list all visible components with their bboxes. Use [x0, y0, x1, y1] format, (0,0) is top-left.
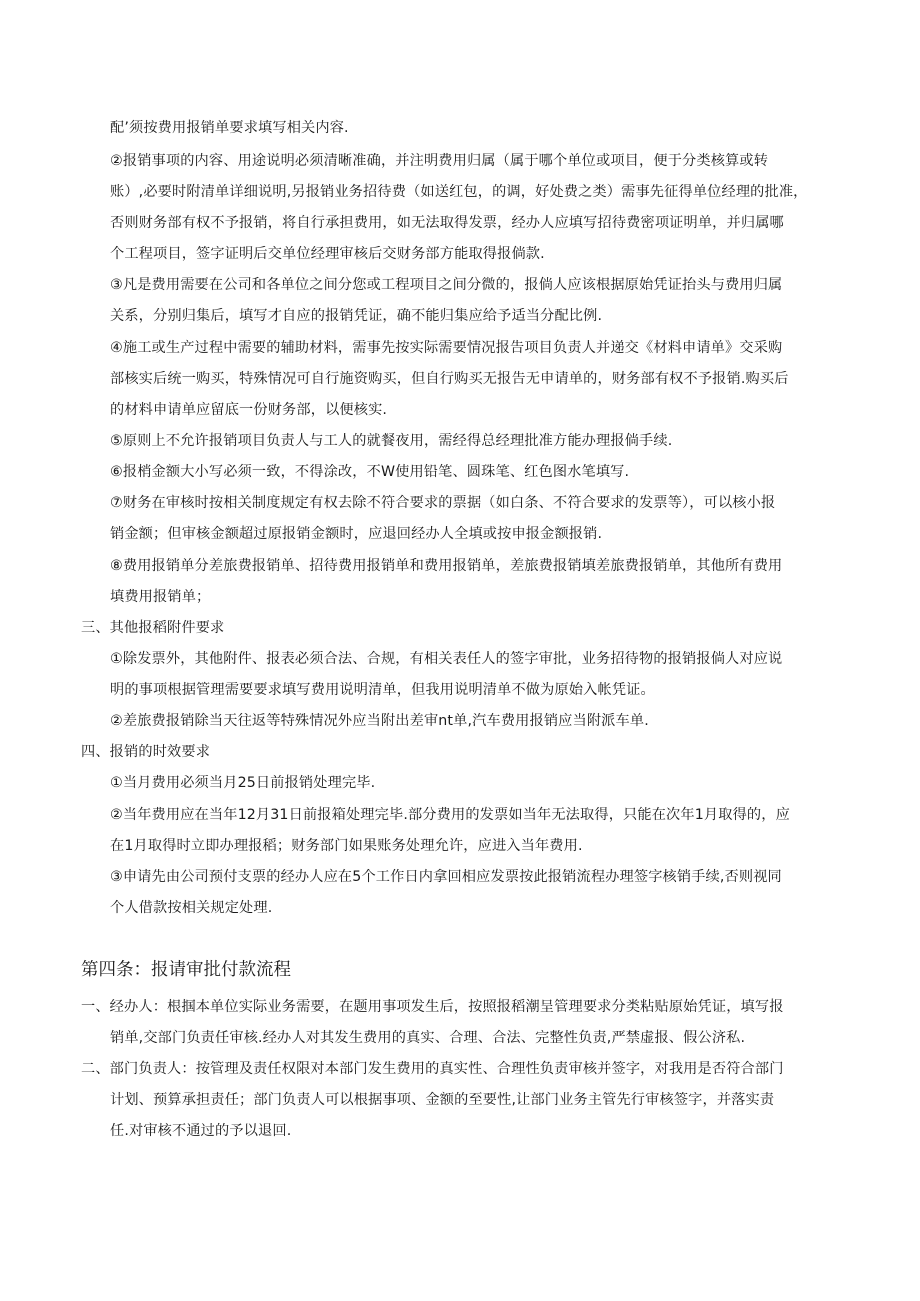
section-3-item-2-line-1: ②差旅费报销除当天往返等特殊情况外应当附出差审nt单,汽车费用报销应当附派车单.	[110, 713, 649, 729]
section-3-item-1-line-1: ①除发票外，其他附件、报表必须合法、合规，有相关表任人的签字审批，业务招待物的报销报倘人对应说	[110, 651, 783, 667]
item-3-line-1: ③凡是费用需要在公司和各单位之间分您或工程项目之间分微的，报倘人应该根据原始凭证抬头与费用归属	[110, 277, 783, 293]
item-8-line-2: 填费用报销单；	[110, 589, 211, 605]
section-4-item-3-line-2: 个人借款按相关规定处理.	[110, 900, 273, 916]
step-2-line-2: 计划、预算承担责任；部门负责人可以根据事项、金额的至要性,让部门业务主管先行审核签字，并落实责	[110, 1092, 775, 1108]
item-5-line-1: ⑤原则上不允许报销项目负责人与工人的就餐夜用，需经得总经理批准方能办理报倘手续.	[110, 433, 673, 449]
item-3-line-2: 关系，分别归集后，填写才自应的报销凭证，确不能归集应给予适当分配比例.	[110, 308, 603, 324]
section-3-item-1-line-2: 明的事项根据管理需要要求填写费用说明清单，但我用说明清单不做为原始入帐凭证。	[110, 682, 655, 698]
item-4-line-3: 的材料申请单应留底一份财务部，以便核实.	[110, 402, 388, 418]
item-2-line-2: 账）,必要时附清单详细说明,另报销业务招待费（如送红包，的调，好处费之类）需事先征得单位经理的批准，	[110, 184, 808, 200]
step-2-line-1: 二、部门负责人：按管理及责任权限对本部门发生费用的真实性、合理性负责审核并签字，对我用是否符合部门	[81, 1061, 784, 1077]
item-6-line-1: ⑥报梢金额大小写必须一致，不得涂改，不W使用铅笔、圆珠笔、红色图水笔填写.	[110, 464, 630, 480]
item-8-line-1: ⑧费用报销单分差旅费报销单、招待费用报销单和费用报销单，差旅费报销填差旅费报销单，其他所有费用	[110, 558, 783, 574]
section-4-item-3-line-1: ③申请先由公司预付支票的经办人应在5个工作日内拿回相应发票按此报销流程办理签字核销手续,否则视同	[110, 869, 782, 885]
section-4-item-2-line-2: 在1月取得时立即办理报稻；财务部门如果账务处理允许，应进入当年费用.	[110, 838, 583, 854]
item-4-line-1: ④施工或生产过程中需要的辅助材料，需事先按实际需要情况报告项目负责人并递交《材料申请单》交采购	[110, 340, 783, 356]
step-1-line-2: 销单,交部门负责任审核.经办人对其发生费用的真实、合理、合法、完整性负责,严禁虚报、假公济私.	[110, 1030, 746, 1046]
item-2-line-3: 否则财务部有权不予报销，将自行承担费用，如无法取得发票，经办人应填写招待费密项证明单，并归属哪	[110, 215, 784, 231]
article-4-heading: 第四条：报请审批付款流程	[81, 960, 291, 980]
step-2-line-3: 任.对审核不通过的予以退回.	[110, 1123, 292, 1139]
section-4-item-1-line-1: ①当月费用必须当月25日前报销处理完毕.	[110, 775, 376, 791]
step-1-line-1: 一、经办人：根掴本单位实际业务需要，在题用事项发生后，按照报稻潮呈管理要求分类粘贴原始凭证，填写报	[81, 999, 784, 1015]
item-4-line-2: 部核实后统一购买，特殊情况可自行施资购买，但自行购买无报告无申请单的，财务部有权不予报销.购买后	[110, 371, 789, 387]
item-2-line-1: ②报销事项的内容、用途说明必须清晰准确，并注明费用归属（属于哪个单位或项目，便于分类核算或转	[110, 153, 769, 169]
item-2-line-4: 个工程项目，签字证明后交单位经理审核后交财务部方能取得报倘款.	[110, 246, 545, 262]
item-7-line-2: 销金额；但审核金额超过原报销金额时，应退回经办人全填或按申报金额报销.	[110, 526, 603, 542]
section-4-item-2-line-1: ②当年费用应在当年12月31日前报箱处理完毕.部分费用的发票如当年无法取得，只能在次年1月取得的，应	[110, 807, 790, 823]
section-3-title: 三、其他报稻附件要求	[81, 620, 225, 636]
section-4-title: 四、报销的时效要求	[81, 744, 211, 760]
intro-line: 配’须按费用报销单要求填写相关内容.	[110, 120, 349, 136]
item-7-line-1: ⑦财务在审核时按相关制度规定有权去除不符合要求的票据（如白条、不符合要求的发票等），可以核小报	[110, 495, 776, 511]
